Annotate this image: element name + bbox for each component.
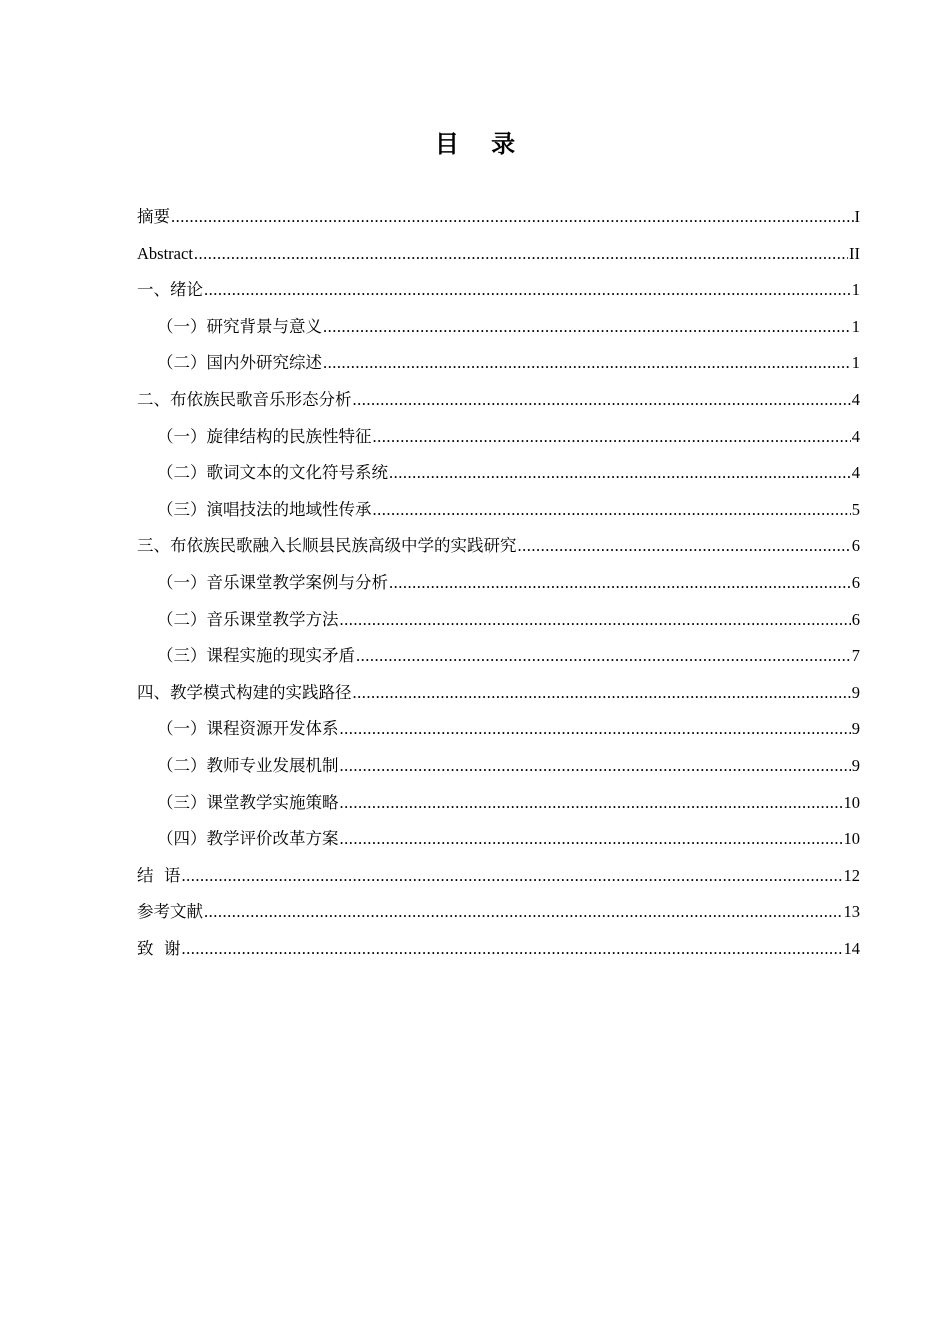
toc-entry-section-2-3[interactable] <box>137 498 860 535</box>
toc-dot-leader <box>389 461 851 485</box>
toc-entry-references[interactable] <box>137 900 860 937</box>
toc-entry-label: （二）音乐课堂教学方法 <box>157 609 339 629</box>
toc-entry-section-2-2[interactable] <box>137 461 860 498</box>
toc-entry-chapter-3[interactable] <box>137 534 860 571</box>
toc-entry-acknowledgements[interactable] <box>137 937 860 974</box>
toc-dot-leader <box>194 242 848 266</box>
toc-entry-chapter-1[interactable] <box>137 278 860 315</box>
toc-page-number: 9 <box>851 719 860 739</box>
toc-entry-label: （二）歌词文本的文化符号系统 <box>157 463 388 483</box>
toc-entry-label: 三、布依族民歌融入长顺县民族高级中学的实践研究 <box>137 536 517 556</box>
toc-entry-section-1-2[interactable] <box>137 351 860 388</box>
toc-entry-label: Abstract <box>137 243 193 263</box>
toc-page-number: 10 <box>843 792 860 812</box>
toc-entry-label: 一、绪论 <box>137 280 203 300</box>
toc-dot-leader <box>182 864 843 888</box>
toc-page-number: 4 <box>851 389 860 409</box>
toc-entry-label: （二）国内外研究综述 <box>157 353 322 373</box>
toc-page-number: 1 <box>851 316 860 336</box>
toc-dot-leader <box>353 681 851 705</box>
toc-entry-abstract-cn[interactable] <box>137 205 860 242</box>
toc-entry-label: （一）旋律结构的民族性特征 <box>157 426 372 446</box>
toc-entry-section-4-3[interactable] <box>137 791 860 828</box>
toc-dot-leader <box>340 827 843 851</box>
toc-page-number: 6 <box>851 536 860 556</box>
toc-page-number: 12 <box>843 865 860 885</box>
toc-page-number: 6 <box>851 609 860 629</box>
toc-entry-chapter-4[interactable] <box>137 681 860 718</box>
toc-entry-abstract-en[interactable] <box>137 242 860 279</box>
toc-dot-leader <box>204 900 843 924</box>
toc-page-number: 14 <box>843 938 860 958</box>
toc-dot-leader <box>373 425 851 449</box>
toc-entry-label: （一）研究背景与意义 <box>157 316 322 336</box>
toc-dot-leader <box>356 644 851 668</box>
toc-dot-leader <box>182 937 843 961</box>
toc-entry-label: （三）演唱技法的地域性传承 <box>157 499 372 519</box>
toc-page-number: 13 <box>843 902 860 922</box>
toc-entry-chapter-2[interactable] <box>137 388 860 425</box>
toc-entry-section-3-3[interactable] <box>137 644 860 681</box>
toc-list <box>137 205 860 973</box>
toc-entry-label: （二）教师专业发展机制 <box>157 755 339 775</box>
toc-dot-leader <box>518 534 851 558</box>
toc-entry-label: （三）课堂教学实施策略 <box>157 792 339 812</box>
toc-dot-leader <box>353 388 851 412</box>
toc-dot-leader <box>323 351 851 375</box>
toc-entry-section-4-4[interactable] <box>137 827 860 864</box>
toc-dot-leader <box>389 571 851 595</box>
toc-entry-label: 摘要 <box>137 207 170 226</box>
toc-dot-leader <box>204 278 851 302</box>
toc-page-number: 4 <box>851 426 860 446</box>
toc-entry-label: 参考文献 <box>137 902 203 922</box>
toc-entry-section-3-2[interactable] <box>137 608 860 645</box>
toc-dot-leader <box>373 498 851 522</box>
toc-entry-conclusion[interactable] <box>137 864 860 901</box>
toc-page-number: 7 <box>851 646 860 666</box>
toc-entry-label: 二、布依族民歌音乐形态分析 <box>137 389 352 409</box>
toc-dot-leader <box>340 608 851 632</box>
toc-dot-leader <box>340 791 843 815</box>
toc-entry-section-3-1[interactable] <box>137 571 860 608</box>
toc-entry-section-4-2[interactable] <box>137 754 860 791</box>
toc-page-number: 1 <box>851 280 860 300</box>
toc-entry-label: 结 语 <box>137 865 181 885</box>
toc-title: 目 录 <box>434 130 528 158</box>
toc-page-number: 6 <box>851 572 860 592</box>
toc-dot-leader <box>340 754 851 778</box>
toc-entry-label: （三）课程实施的现实矛盾 <box>157 646 355 666</box>
toc-page-number: 1 <box>851 353 860 373</box>
toc-page-number: 9 <box>851 682 860 702</box>
toc-entry-section-1-1[interactable] <box>137 315 860 352</box>
toc-page-number: 10 <box>843 829 860 849</box>
toc-dot-leader <box>171 205 854 229</box>
toc-entry-label: （一）课程资源开发体系 <box>157 719 339 739</box>
toc-entry-label: （四）教学评价改革方案 <box>157 829 339 849</box>
toc-entry-label: 四、教学模式构建的实践路径 <box>137 682 352 702</box>
toc-page-number: 4 <box>851 463 860 483</box>
toc-page-number: 9 <box>851 755 860 775</box>
toc-entry-section-4-1[interactable] <box>137 717 860 754</box>
toc-dot-leader <box>340 717 851 741</box>
toc-dot-leader <box>323 315 851 339</box>
toc-page-number: 5 <box>851 499 860 519</box>
toc-page-number: I <box>854 207 860 226</box>
toc-entry-section-2-1[interactable] <box>137 425 860 462</box>
toc-page-number: II <box>849 243 860 263</box>
toc-entry-label: （一）音乐课堂教学案例与分析 <box>157 572 388 592</box>
toc-entry-label: 致 谢 <box>137 938 181 958</box>
